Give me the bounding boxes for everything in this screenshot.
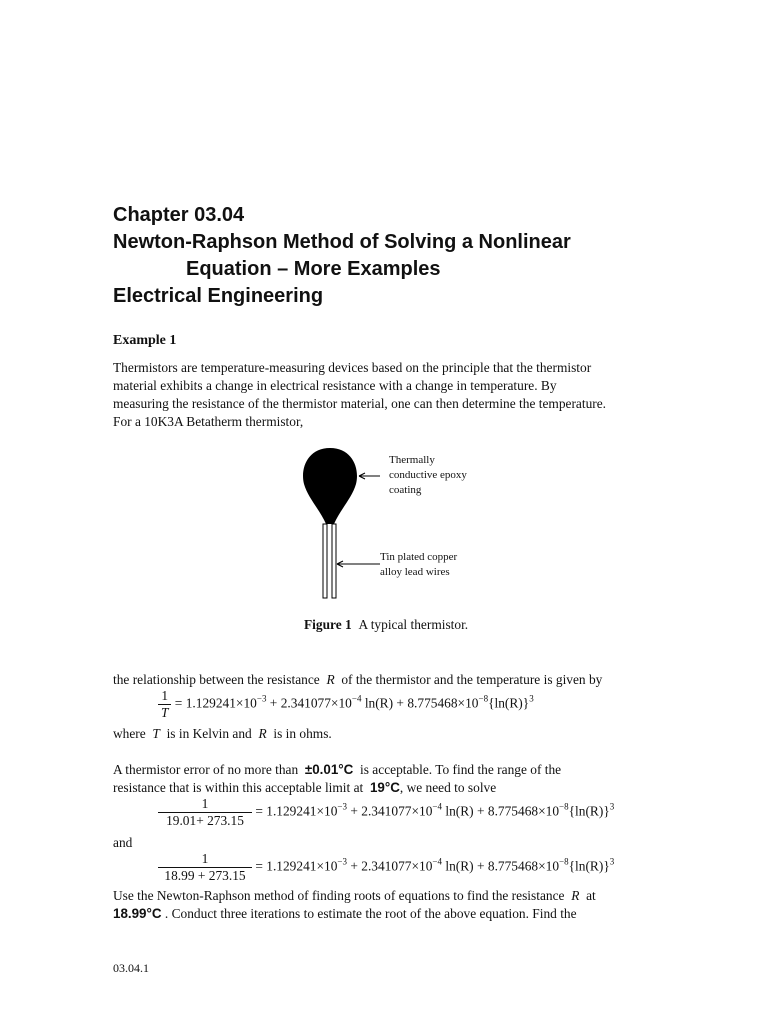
exp-1: −3 (337, 856, 347, 867)
tolerance-value: ±0.01°C (304, 762, 354, 777)
fraction-denominator: 18.99 + 273.15 (158, 867, 252, 884)
chapter-title-line1: Newton-Raphson Method of Solving a Nonlinear (113, 231, 571, 253)
fraction-numerator: 1 (161, 688, 169, 703)
error-text: A thermistor error of no more than (113, 762, 299, 777)
callout-coating-line: Thermally (389, 454, 435, 466)
error-text: resistance that is within this acceptable limit at (113, 780, 364, 795)
figure-caption-text: A typical thermistor. (358, 617, 469, 632)
coef-1: 1.129241×10 (266, 858, 338, 874)
and-text: and (113, 835, 133, 850)
where-text: is in ohms. (273, 726, 332, 741)
task-line-2 (113, 905, 577, 923)
ln-term: ln(R) (364, 695, 394, 711)
task-temperature: 18.99°C (113, 906, 162, 921)
example-heading: Example 1 (113, 333, 177, 348)
var-R: R (571, 888, 580, 903)
callout-coating-label (389, 453, 467, 498)
exp-3: −8 (559, 801, 569, 812)
task-text: at (586, 888, 596, 903)
callout-wires-label (380, 550, 457, 580)
relation-text: of the thermistor and the temperature is given by (341, 672, 603, 687)
intro-line: measuring the resistance of the thermistor material, one can then determine the temperature. (113, 396, 607, 411)
coef-2: 2.341077×10 (280, 695, 352, 711)
where-text: is in Kelvin and (166, 726, 252, 741)
var-T: T (152, 726, 160, 741)
error-text: is acceptable. To find the range of the (360, 762, 562, 777)
temperature-value: 19°C (369, 780, 400, 795)
error-line-1 (113, 761, 561, 779)
exp-1: −3 (256, 693, 267, 704)
equation-lower-limit: $\frac{1}{18.99 + 273.15}$ = $1.129241\times 10^{-3} + 2.341077\times 10^{-4}$ $\ln(R) + 8.775468\times 10^{-8}\{\ln(R)\}^3$ (158, 851, 614, 884)
relation-text: the relationship between the resistance (113, 672, 320, 687)
chapter-number: Chapter 03.04 (113, 204, 245, 226)
equation-fraction (158, 796, 252, 829)
coef-1: 1.129241×10 (266, 803, 338, 819)
callout-wires-line: Tin plated copper (380, 551, 458, 563)
page-number: 03.04.1 (113, 961, 149, 975)
error-text: , we need to solve (399, 780, 497, 795)
exp-2: −4 (351, 693, 362, 704)
ln-term: ln(R) (445, 858, 474, 874)
ln-brace-term: {ln(R)} (568, 803, 610, 819)
var-R: R (258, 726, 267, 741)
where-line (113, 725, 332, 743)
exp-2: −4 (432, 801, 442, 812)
fraction-denominator: T (158, 704, 171, 721)
callout-coating-line: conductive epoxy (389, 469, 467, 481)
task-text: . Conduct three iterations to estimate the root of the above equation. Find the (164, 906, 577, 921)
callout-coating-line: coating (389, 484, 422, 496)
error-line-2 (113, 779, 496, 797)
exp-2: −4 (432, 856, 442, 867)
coef-3: 8.775468×10 (487, 858, 560, 874)
fraction-numerator: 1 (201, 851, 209, 866)
figure-label: Figure 1 (304, 617, 352, 632)
relation-intro (113, 671, 602, 689)
intro-paragraph (113, 359, 673, 431)
intro-line: For a 10K3A Betatherm thermistor, (113, 414, 304, 429)
fraction-denominator: 19.01+ 273.15 (158, 812, 252, 829)
exp-4: 3 (529, 693, 534, 704)
coef-2: 2.341077×10 (361, 858, 433, 874)
fraction-numerator: 1 (201, 796, 209, 811)
exp-3: −8 (559, 856, 569, 867)
task-line-1 (113, 887, 596, 905)
exp-1: −3 (337, 801, 347, 812)
task-text: Use the Newton-Raphson method of finding roots of equations to find the resistance (113, 888, 565, 903)
thermistor-bead (303, 448, 357, 524)
lead-wire-left (323, 524, 327, 598)
callout-wires-line: alloy lead wires (380, 566, 450, 578)
ln-brace-term: {ln(R)} (568, 858, 610, 874)
where-text: where (113, 726, 146, 741)
chapter-title-line2: Equation – More Examples (186, 258, 441, 280)
exp-3: −8 (478, 693, 489, 704)
chapter-subject: Electrical Engineering (113, 285, 324, 307)
var-R: R (326, 672, 335, 687)
exp-4: 3 (609, 856, 615, 867)
coef-2: 2.341077×10 (361, 803, 433, 819)
intro-line: Thermistors are temperature-measuring devices based on the principle that the thermistor (113, 360, 592, 375)
figure-caption (304, 617, 468, 633)
lead-wire-right (332, 524, 336, 598)
equation-main: $\frac{1}{T}$ = $1.129241\times 10^{-3} + 2.341077\times 10^{-4}$ $\ln(R) + 8.775468\times 10^{-8}\{\ln(R)\}^3$ (158, 688, 534, 721)
coef-3: 8.775468×10 (487, 803, 560, 819)
coef-1: 1.129241×10 (185, 695, 257, 711)
equation-fraction (158, 851, 252, 884)
equation-upper-limit: $\frac{1}{19.01+ 273.15}$ = $1.129241\times 10^{-3} + 2.341077\times 10^{-4}$ $\ln(R) + 8.775468\times 10^{-8}\{\ln(R)\}^3$ (158, 796, 614, 829)
thermistor-figure (290, 440, 380, 602)
exp-4: 3 (609, 801, 615, 812)
equation-fraction (158, 688, 171, 721)
ln-brace-term: {ln(R)} (488, 695, 530, 711)
intro-line: material exhibits a change in electrical resistance with a change in temperature. By (113, 378, 557, 393)
ln-term: ln(R) (445, 803, 474, 819)
coef-3: 8.775468×10 (407, 695, 479, 711)
